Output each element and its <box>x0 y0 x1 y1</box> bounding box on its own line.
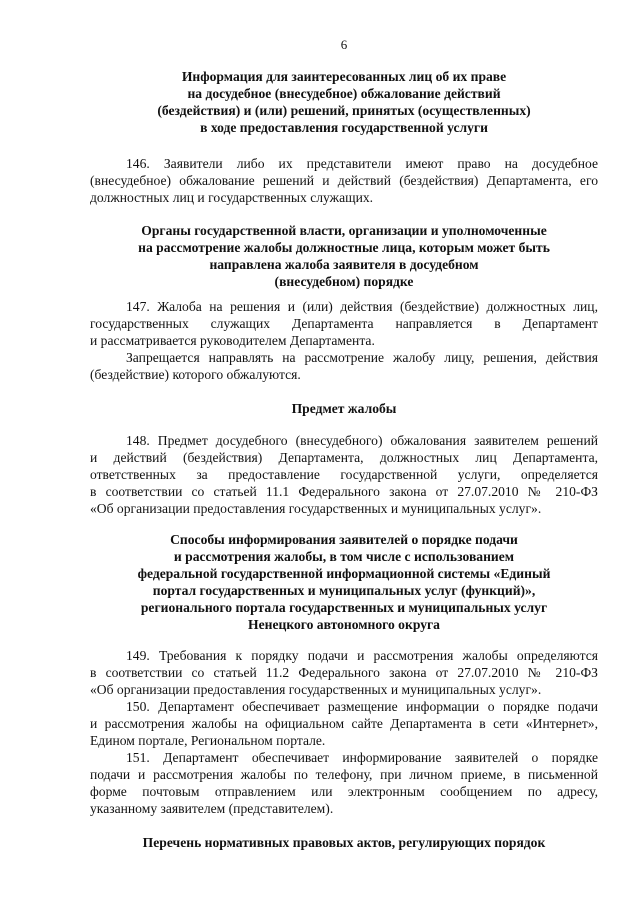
paragraph-line: в соответствии со статьей 11.1 Федерального закона от 27.07.2010 № 210-ФЗ <box>90 484 598 499</box>
paragraph-147-continued <box>90 349 598 383</box>
paragraph-line: Запрещается направлять на рассмотрение жалобу лицу, решения, действия <box>126 350 598 365</box>
paragraph-line: государственных служащих Департамента направляется в Департамент <box>90 316 598 331</box>
heading-line: Перечень нормативных правовых актов, регулирующих порядок <box>142 835 546 850</box>
paragraph-line: 146. Заявители либо их представители имеют право на досудебное <box>126 156 598 171</box>
heading-line: (внесудебном) порядке <box>274 274 414 289</box>
paragraph-line: и рассматривается руководителем Департамента. <box>90 333 375 348</box>
paragraph-147 <box>90 298 598 349</box>
page-number: 6 <box>340 37 348 52</box>
paragraph-148 <box>90 432 598 517</box>
paragraph-151 <box>90 749 598 817</box>
paragraph-line: 147. Жалоба на решения и (или) действия (бездействие) должностных лиц, <box>126 299 598 314</box>
paragraph-line: (внесудебное) обжалование решений и действий (бездействия) Департамента, его <box>90 173 598 188</box>
paragraph-line: «Об организации предоставления государственных и муниципальных услуг». <box>90 501 542 516</box>
heading-line: портал государственных и муниципальных услуг (функций)», <box>152 583 536 598</box>
heading-line: и рассмотрения жалобы, в том числе с использованием <box>173 549 515 564</box>
heading-line: Ненецкого автономного округа <box>248 617 440 632</box>
section-heading-informing-methods <box>90 531 598 633</box>
paragraph-line: «Об организации предоставления государственных и муниципальных услуг». <box>90 682 542 697</box>
paragraph-line: 148. Предмет досудебного (внесудебного) обжалования заявителем решений <box>126 433 598 448</box>
heading-line: направлена жалоба заявителя в досудебном <box>209 257 479 272</box>
heading-line: на рассмотрение жалобы должностные лица, которым может быть <box>138 240 550 255</box>
paragraph-line: 150. Департамент обеспечивает размещение информации о порядке подачи <box>126 699 598 714</box>
heading-line: на досудебное (внесудебное) обжалование действий <box>187 86 501 101</box>
paragraph-line: 151. Департамент обеспечивает информирование заявителей о порядке <box>126 750 598 765</box>
heading-line: федеральной государственной информационной системы «Единый <box>137 566 551 581</box>
heading-line: регионального портала государственных и муниципальных услуг <box>140 600 548 615</box>
paragraph-line: ответственных за предоставление государственной услуги, определяется <box>90 467 598 482</box>
heading-line: Способы информирования заявителей о порядке подачи <box>170 532 518 547</box>
section-heading-regulatory-acts <box>90 834 598 851</box>
paragraph-line: форме почтовым отправлением или электронным сообщением по адресу, <box>90 784 598 799</box>
paragraph-line: 149. Требования к порядку подачи и рассмотрения жалобы определяются <box>126 648 598 663</box>
section-heading-complaint-subject <box>90 400 598 417</box>
heading-line: Предмет жалобы <box>291 401 397 416</box>
section-heading-complaint-bodies <box>90 222 598 290</box>
paragraph-146 <box>90 155 598 206</box>
paragraph-150 <box>90 698 598 749</box>
paragraph-line: подачи и рассмотрения жалобы по телефону, при личном приеме, в письменной <box>90 767 598 782</box>
heading-line: в ходе предоставления государственной услуги <box>200 120 488 135</box>
paragraph-line: указанному заявителем (представителем). <box>90 801 334 816</box>
paragraph-line: Едином портале, Региональном портале. <box>90 733 326 748</box>
heading-line: (бездействия) и (или) решений, принятых (осуществленных) <box>157 103 531 118</box>
paragraph-line: (бездействие) которого обжалуются. <box>90 367 301 382</box>
paragraph-line: должностных лиц и государственных служащих. <box>90 190 374 205</box>
paragraph-149 <box>90 647 598 698</box>
paragraph-line: и рассмотрения жалобы на официальном сайте Департамента в сети «Интернет», <box>90 716 598 731</box>
paragraph-line: в соответствии со статьей 11.2 Федерального закона от 27.07.2010 № 210-ФЗ <box>90 665 598 680</box>
heading-line: Информация для заинтересованных лиц об их праве <box>181 69 507 84</box>
section-heading-appeal-rights <box>90 68 598 136</box>
paragraph-line: и действий (бездействия) Департамента, должностных лиц Департамента, <box>90 450 598 465</box>
heading-line: Органы государственной власти, организации и уполномоченные <box>141 223 547 238</box>
